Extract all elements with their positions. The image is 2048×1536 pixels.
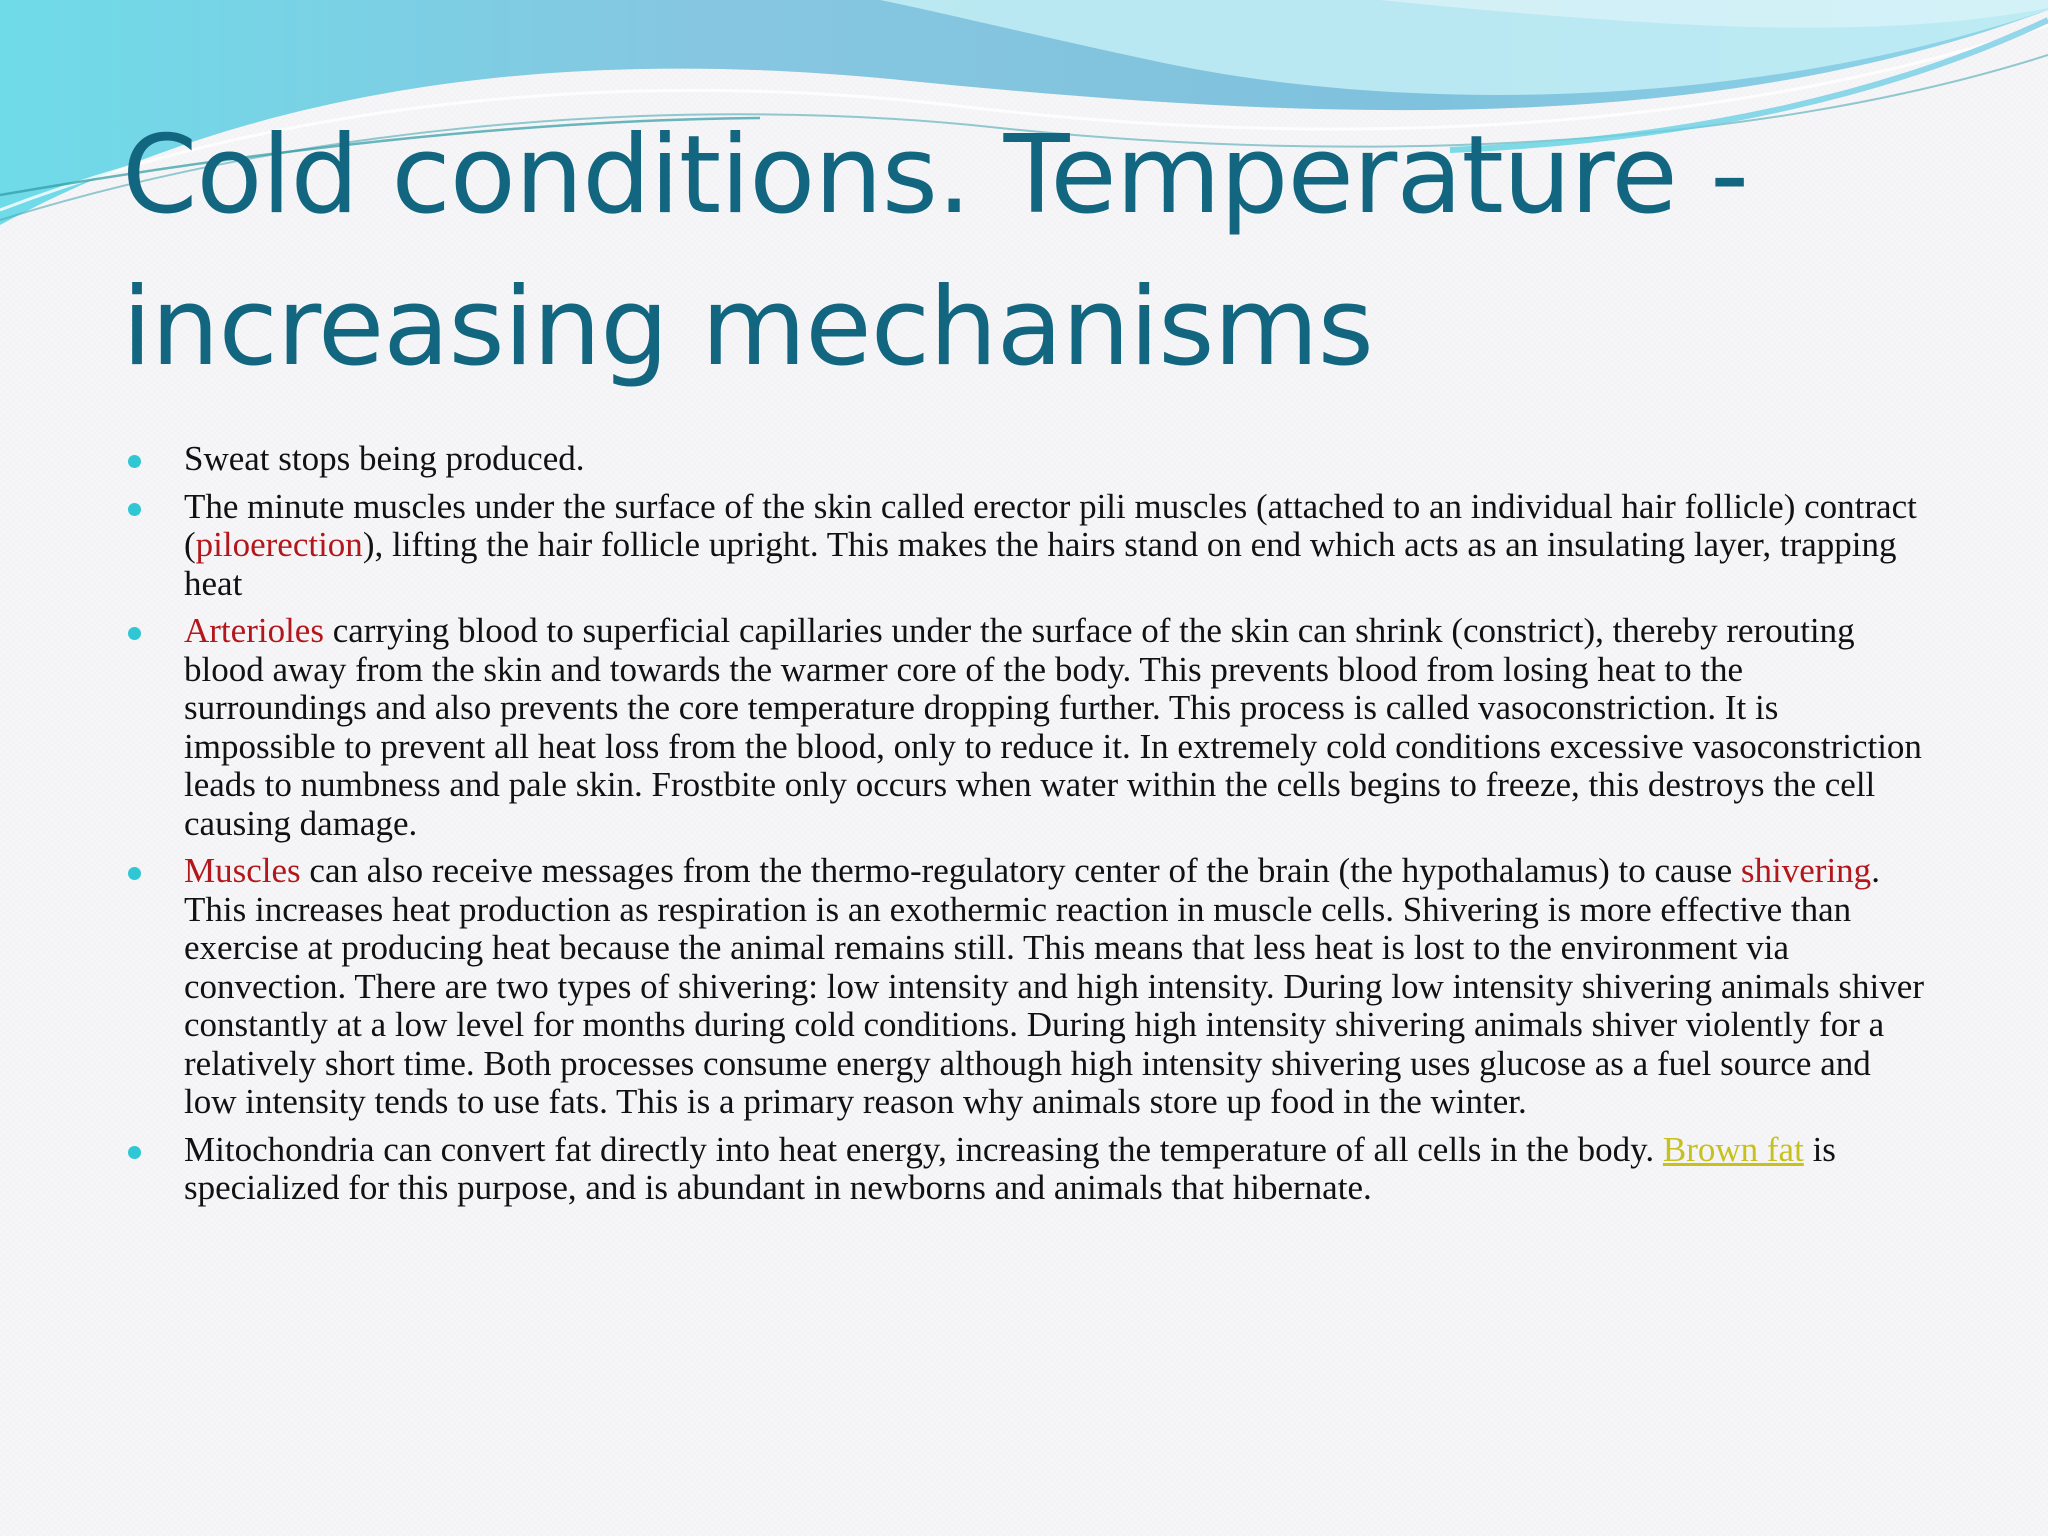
term-shivering: shivering [1740,851,1872,890]
bullet-text: is specialized for this purpose, and is abundant in newborns and animals that hibernate. [184,1129,1836,1207]
brown-fat-link[interactable]: Brown fat [1662,1129,1804,1169]
bullet-text: can also receive messages from the thermo-regulatory center of the brain (the hypothalamus) to cause [300,851,1741,890]
bullet-item-sweat [124,440,1924,479]
term-muscles: Muscles [184,851,301,890]
bullet-list [124,440,1924,1217]
bullet-item-muscles [124,852,1924,1122]
bullet-dot-icon [128,455,141,468]
bullet-dot-icon [128,503,141,516]
bullet-item-piloerection [124,488,1924,604]
bullet-text: carrying blood to superficial capillaries under the surface of the skin can shrink (constrict), thereby rerouting blood away from the skin and towards the warmer core of the body. This prevents blood from losing heat to the surroundings and also prevents the core temperature dropping further. This process is called vasoconstriction. It is impossible to prevent all heat loss from the blood, only to reduce it. In extremely cold conditions excessive vasoconstriction leads to numbness and pale skin. Frostbite only occurs when water within the cells begins to freeze, this destroys the cell causing damage. [184,611,1922,843]
bullet-text: Mitochondria can convert fat directly into heat energy, increasing the temperature of all cells in the body. [184,1129,1663,1169]
bullet-item-mitochondria [124,1131,1924,1208]
bullet-item-arterioles [124,612,1924,843]
bullet-text: . This increases heat production as respiration is an exothermic reaction in muscle cells. Shivering is more effective than exercise at producing heat because the animal remains still. This means that less heat is lost to the environment via convection. There are two types of shivering: low intensity and high intensity. During low intensity shivering animals shiver constantly at a low level for months during cold conditions. During high intensity shivering animals shiver violently for a relatively short time. Both processes consume energy although high intensity shivering uses glucose as a fuel source and low intensity tends to use fats. This is a primary reason why animals store up food in the winter. [184,851,1924,1121]
bullet-text: The minute muscles under the surface of the skin called erector pili muscles (attached to an individual hair follicle) contract ( [184,486,1917,564]
term-arterioles: Arterioles [184,611,324,650]
bullet-dot-icon [128,867,141,880]
bullet-dot-icon [128,627,141,640]
slide-title: Cold conditions. Temperature -increasing mechanisms [122,113,1749,390]
bullet-dot-icon [128,1146,141,1159]
bullet-text: ), lifting the hair follicle upright. This makes the hairs stand on end which acts as an insulating layer, trapping heat [184,525,1897,603]
term-piloerection: piloerection [195,525,363,564]
bullet-text: Sweat stops being produced. [184,439,585,478]
